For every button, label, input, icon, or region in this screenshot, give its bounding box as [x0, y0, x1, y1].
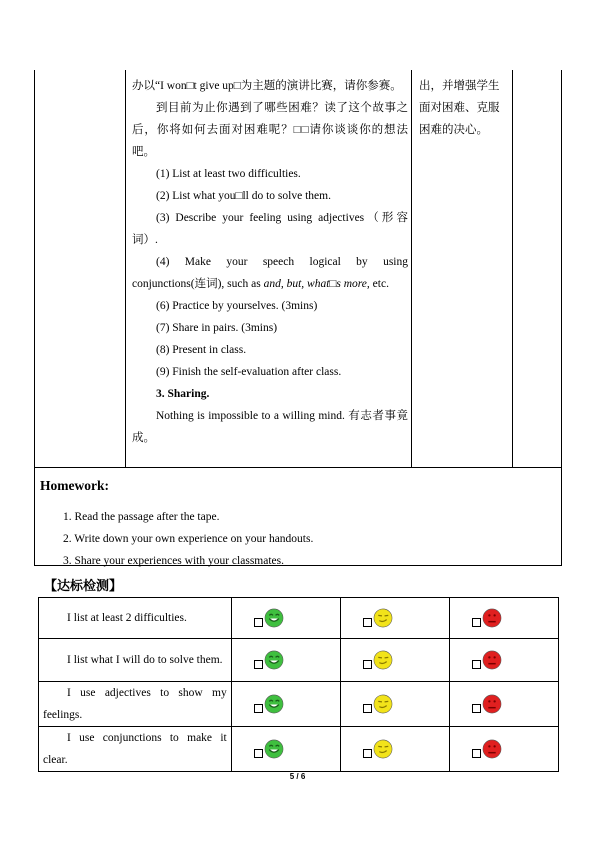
neutral-face-icon [373, 650, 393, 670]
check-statement: I list what I will do to solve them. [67, 654, 223, 666]
column-divider [125, 70, 126, 467]
instruction-heading: 3. Sharing. [156, 388, 210, 400]
design-intent-note: 出，并增强学生面对困难、克服困难的决心。 [419, 80, 500, 136]
check-statement-cell [39, 682, 232, 727]
rating-option[interactable] [341, 694, 449, 714]
checkbox[interactable] [363, 618, 372, 627]
instruction-line: (2) List what you□ll do to solve them. [156, 190, 331, 202]
checkbox[interactable] [363, 704, 372, 713]
rating-option[interactable] [341, 650, 449, 670]
rating-cell [340, 682, 449, 727]
neutral-face-icon [373, 694, 393, 714]
check-row [39, 639, 559, 682]
sad-face-icon [482, 650, 502, 670]
checkbox[interactable] [363, 749, 372, 758]
rating-cell [340, 639, 449, 682]
checkbox[interactable] [254, 704, 263, 713]
homework-box [34, 468, 562, 566]
rating-option[interactable] [232, 608, 340, 628]
column-divider [512, 70, 513, 467]
section-title: 【达标检测】 [44, 579, 123, 594]
neutral-face-icon [373, 608, 393, 628]
rating-option[interactable] [450, 608, 558, 628]
checkbox[interactable] [472, 749, 481, 758]
rating-cell [340, 727, 449, 772]
sad-face-icon [482, 608, 502, 628]
happy-face-icon [264, 608, 284, 628]
check-statement: I use conjunctions to make it clear. [43, 732, 227, 766]
rating-option[interactable] [450, 739, 558, 759]
rating-option[interactable] [450, 650, 558, 670]
instruction-line: (7) Share in pairs. (3mins) [156, 322, 278, 334]
instruction-line: (9) Finish the self-evaluation after class. [156, 366, 342, 378]
sad-face-icon [482, 694, 502, 714]
rating-option[interactable] [232, 739, 340, 759]
instruction-line: Nothing is impossible to a willing mind. 有志者事竟成。 [132, 410, 408, 444]
happy-face-icon [264, 739, 284, 759]
instruction-line: 办以“I won□t give up□为主题的演讲比赛，请你参赛。 [132, 80, 402, 92]
homework-item: 1. Read the passage after the tape. [63, 511, 220, 523]
rating-cell [231, 727, 340, 772]
rating-cell [231, 682, 340, 727]
instruction-line: (6) Practice by yourselves. (3mins) [156, 300, 318, 312]
instruction-text: (4) Make your speech logical by using conjunctions(连词), such as [132, 256, 408, 290]
rating-cell [231, 639, 340, 682]
check-statement-cell [39, 639, 232, 682]
column-divider [411, 70, 412, 467]
rating-cell [340, 598, 449, 639]
check-statement: I use adjectives to show my feelings. [43, 687, 227, 721]
self-check-table [38, 597, 559, 772]
homework-list [63, 506, 313, 572]
rating-cell [449, 639, 558, 682]
rating-cell [231, 598, 340, 639]
activity-instructions [132, 75, 408, 449]
check-row [39, 682, 559, 727]
checkbox[interactable] [254, 660, 263, 669]
homework-item: 3. Share your experiences with your classmates. [63, 555, 284, 567]
conjunction-examples: and, but, what□s more, [263, 278, 370, 290]
happy-face-icon [264, 650, 284, 670]
check-statement: I list at least 2 difficulties. [67, 612, 187, 624]
instruction-line: 到目前为止你遇到了哪些困难？读了这个故事之后，你将如何去面对困难呢？□□请你谈谈你的想法吧。 [132, 102, 408, 158]
rating-option[interactable] [450, 694, 558, 714]
check-row [39, 598, 559, 639]
happy-face-icon [264, 694, 284, 714]
checkbox[interactable] [363, 660, 372, 669]
sad-face-icon [482, 739, 502, 759]
checkbox[interactable] [472, 660, 481, 669]
homework-item: 2. Write down your own experience on your handouts. [63, 533, 314, 545]
instruction-line: (3) Describe your feeling using adjectives（形容词）. [132, 212, 408, 246]
instruction-line: (8) Present in class. [156, 344, 247, 356]
instruction-line: (1) List at least two difficulties. [156, 168, 301, 180]
check-statement-cell [39, 598, 232, 639]
instruction-line [132, 251, 408, 295]
check-row [39, 727, 559, 772]
rating-option[interactable] [341, 608, 449, 628]
page-number: 5 / 6 [289, 772, 306, 781]
rating-option[interactable] [232, 650, 340, 670]
checkbox[interactable] [472, 618, 481, 627]
instruction-text: etc. [369, 278, 389, 290]
neutral-face-icon [373, 739, 393, 759]
rating-option[interactable] [232, 694, 340, 714]
checkbox[interactable] [472, 704, 481, 713]
rating-cell [449, 682, 558, 727]
checkbox[interactable] [254, 618, 263, 627]
rating-cell [449, 598, 558, 639]
lesson-table [34, 70, 562, 468]
checkbox[interactable] [254, 749, 263, 758]
check-statement-cell [39, 727, 232, 772]
rating-option[interactable] [341, 739, 449, 759]
rating-cell [449, 727, 558, 772]
homework-title: Homework: [40, 478, 109, 493]
